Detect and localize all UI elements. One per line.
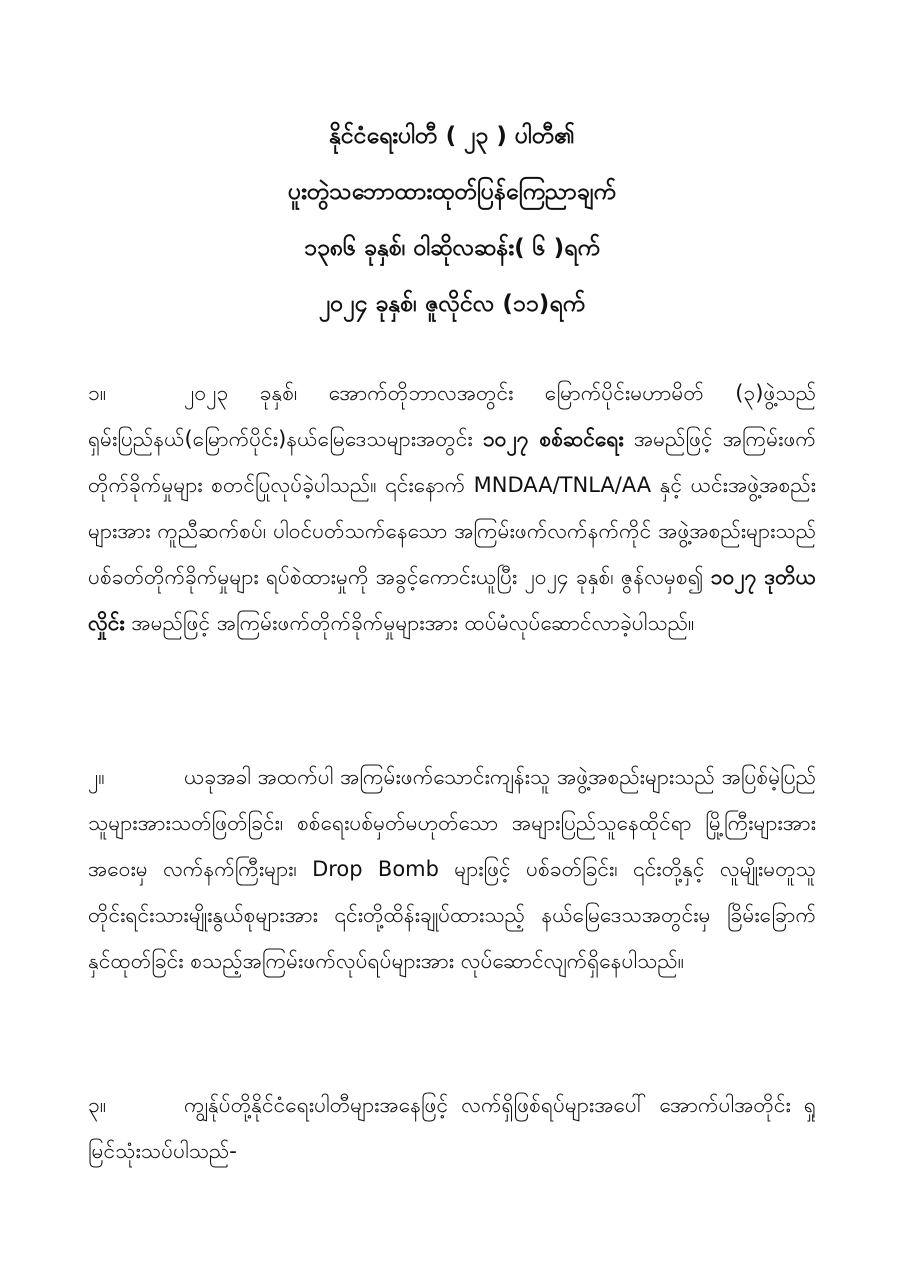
statement-header (0, 108, 904, 332)
paragraph-text: အမည်ဖြင့် အကြမ်းဖက်တိုက်ခိုက်မှုများ စတင်ပြုလုပ်ခဲ့ပါသည်။ ၎င်းနောက် MNDAA/TNLA/AA နှင့် ယင်းအဖွဲ့အစည်းများအား ကူညီဆက်စပ်၊ ပါဝင်ပတ်သက်နေသော အကြမ်းဖက်လက်နက်ကိုင် အဖွဲ့အစည်းများသည် ပစ်ခတ်တိုက်ခိုက်မှုများ ရပ်စဲထားမှုကို အခွင့်ကောင်းယူပြီး ၂၀၂၄ ခုနှစ်၊ ဇွန်လမှစ၍ (88, 427, 816, 589)
paragraph-3 (88, 1082, 816, 1174)
paragraph-number: ၁။ (88, 381, 107, 405)
paragraph-text: ယခုအခါ အထက်ပါ အကြမ်းဖက်သောင်းကျန်းသူ အဖွဲ့အစည်းများသည် အပြစ်မဲ့ပြည်သူများအားသတ်ဖြတ်ခြင်း၊ စစ်ရေးပစ်မှတ်မဟုတ်သော အများပြည်သူနေထိုင်ရာ မြို့ကြီးများအား အဝေးမှ လက်နက်ကြီးများ၊ Drop Bomb များဖြင့် ပစ်ခတ်ခြင်း၊ ၎င်းတို့နှင့် လူမျိုးမတူသူ တိုင်းရင်းသားမျိုးနွယ်စုများအား ၎င်းတို့ထိန်းချုပ်ထားသည့် နယ်မြေဒေသအတွင်းမှ ခြိမ်းခြောက်နှင်ထုတ်ခြင်း စသည့်အကြမ်းဖက်လုပ်ရပ်များအား လုပ်ဆောင်လျက်ရှိနေပါသည်။ (88, 765, 816, 973)
header-statement-title: ပူးတွဲသဘောထားထုတ်ပြန်ကြေညာချက် (288, 179, 616, 205)
paragraph-number: ၂။ (88, 765, 105, 789)
paragraph-number: ၃။ (88, 1093, 107, 1117)
paragraph-2 (88, 754, 816, 984)
paragraph-text: ကျွန်ုပ်တို့နိုင်ငံရေးပါတီများအနေဖြင့် လက်ရှိဖြစ်ရပ်များအပေါ် အောက်ပါအတိုင်း ရှုမြင်သုံးသပ်ပါသည်- (88, 1093, 816, 1163)
header-party-title: နိုင်ငံရေးပါတီ ( ၂၃ ) ပါတီ၏ (329, 123, 575, 149)
header-gregorian-date: ၂၀၂၄ ခုနှစ်၊ ဇူလိုင်လ (၁၁)ရက် (318, 291, 586, 317)
paragraph-emphasis: ၁၀၂၇ ဒုတိယလှိုင်း (88, 565, 816, 635)
paragraph-emphasis: ၁၀၂၇ စစ်ဆင်ရေး (482, 427, 624, 451)
paragraph-1 (88, 370, 816, 646)
paragraph-text: အမည်ဖြင့် အကြမ်းဖက်တိုက်ခိုက်မှုများအား ထပ်မံလုပ်ဆောင်လာခဲ့ပါသည်။ (124, 611, 695, 635)
paragraph-text: ၂၀၂၃ ခုနှစ်၊ အောက်တိုဘာလအတွင်း မြောက်ပိုင်းမဟာမိတ် (၃)ဖွဲ့သည် ရှမ်းပြည်နယ်(မြောက်ပိုင်း)နယ်မြေဒေသများအတွင်း (88, 381, 816, 451)
header-myanmar-date: ၁၃၈၆ ခုနှစ်၊ ဝါဆိုလဆန်း( ၆ )ရက် (304, 235, 600, 261)
